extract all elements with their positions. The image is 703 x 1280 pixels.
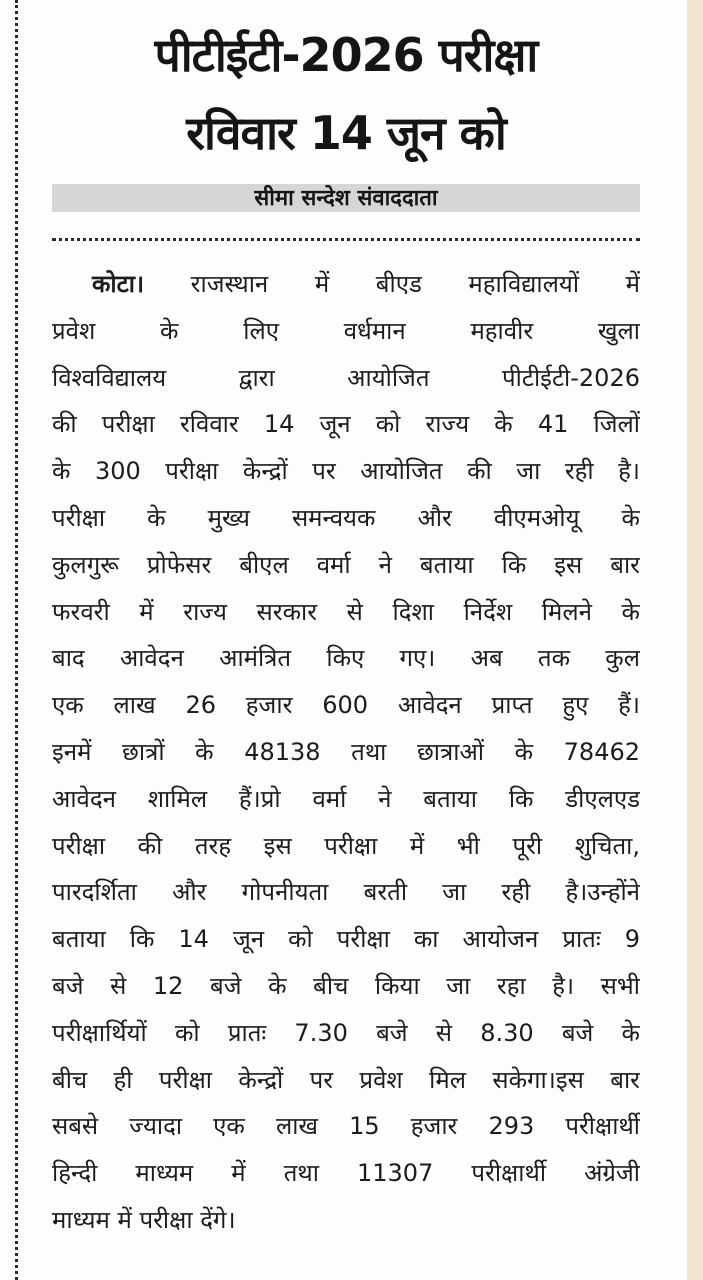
body-line: फरवरी में राज्य सरकार से दिशा निर्देश मिलने के <box>52 597 640 626</box>
body-line: बताया कि 14 जून को परीक्षा का आयोजन प्रातः 9 <box>52 925 640 954</box>
body-line: परीक्षा की तरह इस परीक्षा में भी पूरी शुचिता, <box>52 831 640 860</box>
headline-line-2: रविवार 14 जून को <box>186 106 506 160</box>
body-line: बीच ही परीक्षा केन्द्रों पर प्रवेश मिल सकेगा।इस बार <box>52 1065 640 1094</box>
dotted-divider <box>52 238 640 241</box>
body-line: के 300 परीक्षा केन्द्रों पर आयोजित की जा रही है। <box>52 457 640 486</box>
body-line: परीक्षार्थियों को प्रातः 7.30 बजे से 8.30 बजे के <box>52 1018 640 1047</box>
body-line: प्रवेश के लिए वर्धमान महावीर खुला <box>52 316 640 345</box>
headline <box>52 0 640 172</box>
body-line: कुलगुरू प्रोफेसर बीएल वर्मा ने बताया कि इस बार <box>52 550 640 579</box>
body-line: माध्यम में परीक्षा देंगे। <box>52 1205 236 1234</box>
body-line: परीक्षा के मुख्य समन्वयक और वीएमओयू के <box>52 503 640 532</box>
dateline: कोटा। <box>92 270 145 298</box>
body-line: पारदर्शिता और गोपनीयता बरती जा रही है।उन्होंने <box>52 878 640 907</box>
article-body <box>52 261 640 1244</box>
column-rule-left <box>15 0 18 1280</box>
body-line: कोटा। राजस्थान में बीएड महाविद्यालयों में <box>92 270 640 298</box>
body-line: की परीक्षा रविवार 14 जून को राज्य के 41 जिलों <box>52 410 640 439</box>
body-line: बाद आवेदन आमंत्रित किए गए। अब तक कुल <box>52 644 640 673</box>
body-line: हिन्दी माध्यम में तथा 11307 परीक्षार्थी अंग्रेजी <box>52 1159 640 1188</box>
body-line: इनमें छात्रों के 48138 तथा छात्राओं के 78462 <box>52 737 640 766</box>
body-line: एक लाख 26 हजार 600 आवेदन प्राप्त हुए हैं। <box>52 691 640 720</box>
body-line: आवेदन शामिल हैं।प्रो वर्मा ने बताया कि डीएलएड <box>52 784 640 813</box>
body-line: बजे से 12 बजे के बीच किया जा रहा है। सभी <box>52 971 640 1000</box>
page-edge <box>687 0 703 1280</box>
body-line: सबसे ज्यादा एक लाख 15 हजार 293 परीक्षार्थी <box>52 1112 640 1141</box>
headline-line-1: पीटीईटी-2026 परीक्षा <box>154 28 538 82</box>
news-article <box>52 0 640 1244</box>
body-line: विश्वविद्यालय द्वारा आयोजित पीटीईटी-2026 <box>52 363 640 392</box>
byline: सीमा सन्देश संवाददाता <box>52 184 640 212</box>
